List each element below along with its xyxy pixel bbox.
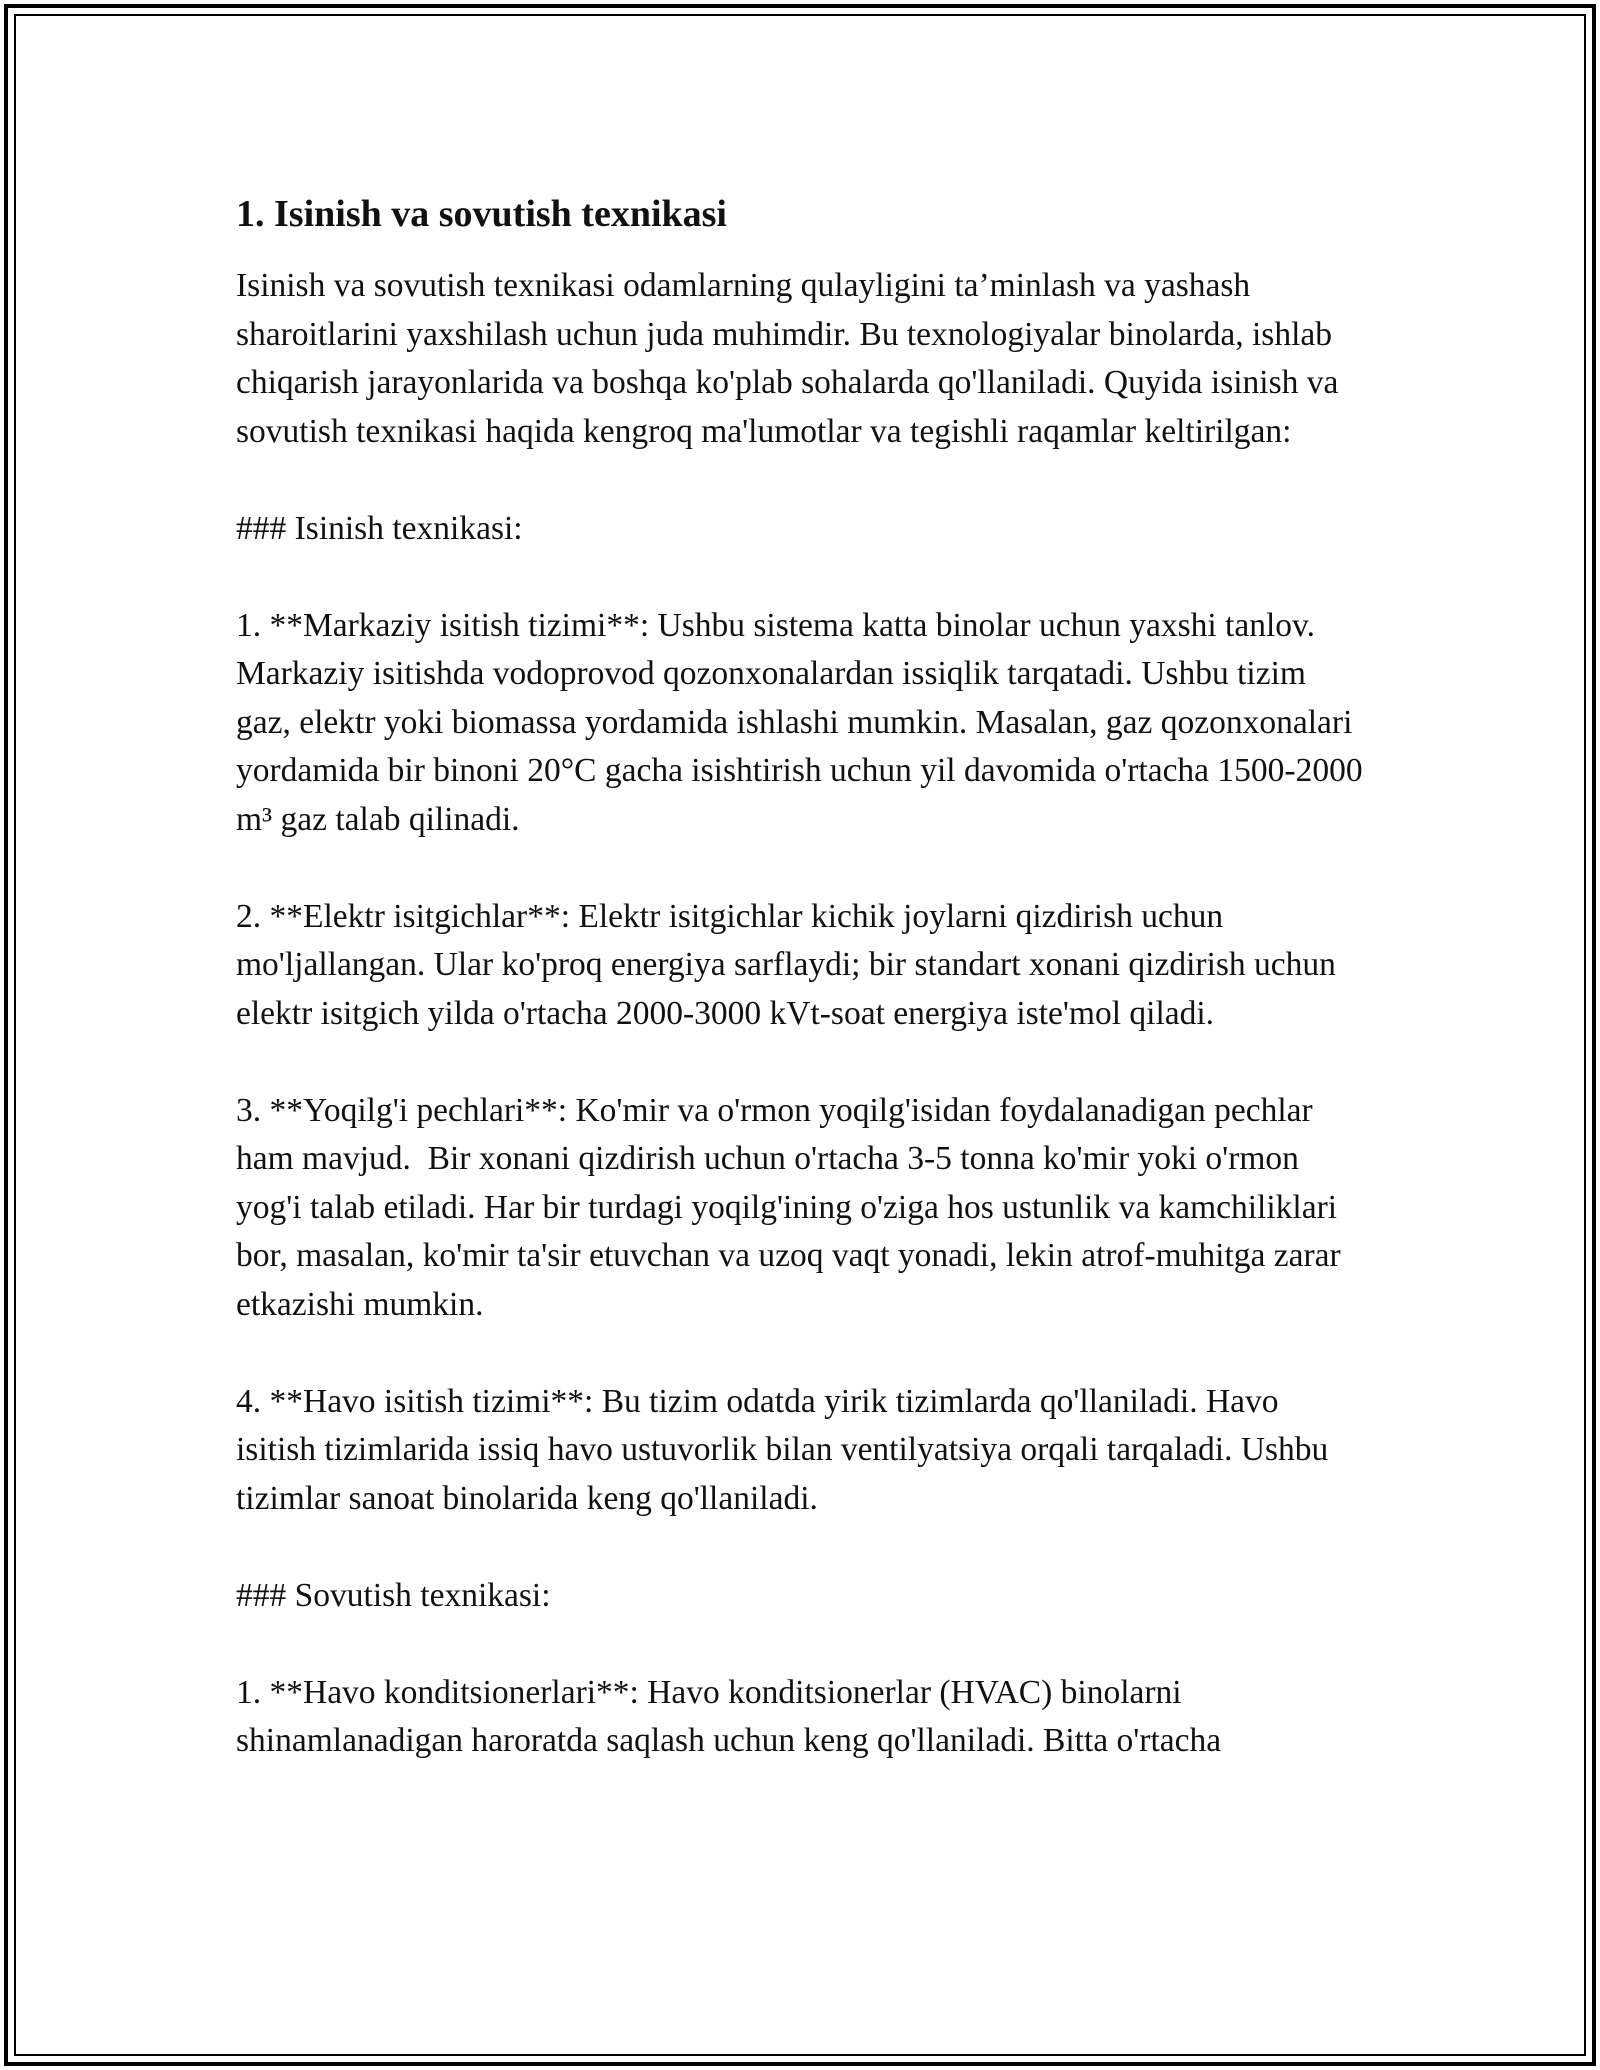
cooling-section-heading: ### Sovutish texnikasi: (236, 1576, 551, 1614)
document-heading: 1. Isinish va sovutish texnikasi (236, 193, 727, 235)
document-body (236, 186, 1371, 1814)
heating-item-fuel-stoves: 3. **Yoqilg'i pechlari**: Ko'mir va o'rmon yoqilg'isidan foydalanadigan pechlar ham mavjud. Bir xonani qizdirish uchun o'rtacha 3-5 tonna ko'mir yoki o'rmon yog'i talab etiladi. Har bir turdagi yoqilg'ining o'ziga hos ustunlik va kamchiliklari bor, masalan, ko'mir ta'sir etuvchan va uzoq vaqt yonadi, lekin atrof-muhitga zarar etkazishi mumkin. (236, 1091, 1350, 1323)
intro-paragraph: Isinish va sovutish texnikasi odamlarning qulayligini ta’minlash va yashash sharoitlarini yaxshilash uchun juda muhimdir. Bu texnologiyalar binolarda, ishlab chiqarish jarayonlarida va boshqa ko'plab sohalarda qo'llaniladi. Quyida isinish va sovutish texnikasi haqida kengroq ma'lumotlar va tegishli raqamlar keltirilgan: (236, 267, 1347, 450)
heating-section-heading: ### Isinish texnikasi: (236, 509, 523, 547)
heating-item-electric: 2. **Elektr isitgichlar**: Elektr isitgichlar kichik joylarni qizdirish uchun mo'ljallangan. Ular ko'proq energiya sarflaydi; bir standart xonani qizdirish uchun elektr isitgich yilda o'rtacha 2000-3000 kVt-soat energiya iste'mol qiladi. (236, 897, 1345, 1032)
heating-item-central: 1. **Markaziy isitish tizimi**: Ushbu sistema katta binolar uchun yaxshi tanlov. Markaziy isitishda vodoprovod qozonxonalardan issiqlik tarqatadi. Ushbu tizim gaz, elektr yoki biomassa yordamida ishlashi mumkin. Masalan, gaz qozonxonalari yordamida bir binoni 20°C gacha isishtirish uchun yil davomida o'rtacha 1500-2000 m³ gaz talab qilinadi. (236, 606, 1371, 838)
heating-item-air: 4. **Havo isitish tizimi**: Bu tizim odatda yirik tizimlarda qo'llaniladi. Havo isitish tizimlarida issiq havo ustuvorlik bilan ventilyatsiya orqali tarqaladi. Ushbu tizimlar sanoat binolarida keng qo'llaniladi. (236, 1382, 1337, 1517)
cooling-item-air-conditioners: 1. **Havo konditsionerlari**: Havo konditsionerlar (HVAC) binolarni shinamlanadigan haroratda saqlash uchun keng qo'llaniladi. Bitta o'rtacha (236, 1673, 1222, 1759)
